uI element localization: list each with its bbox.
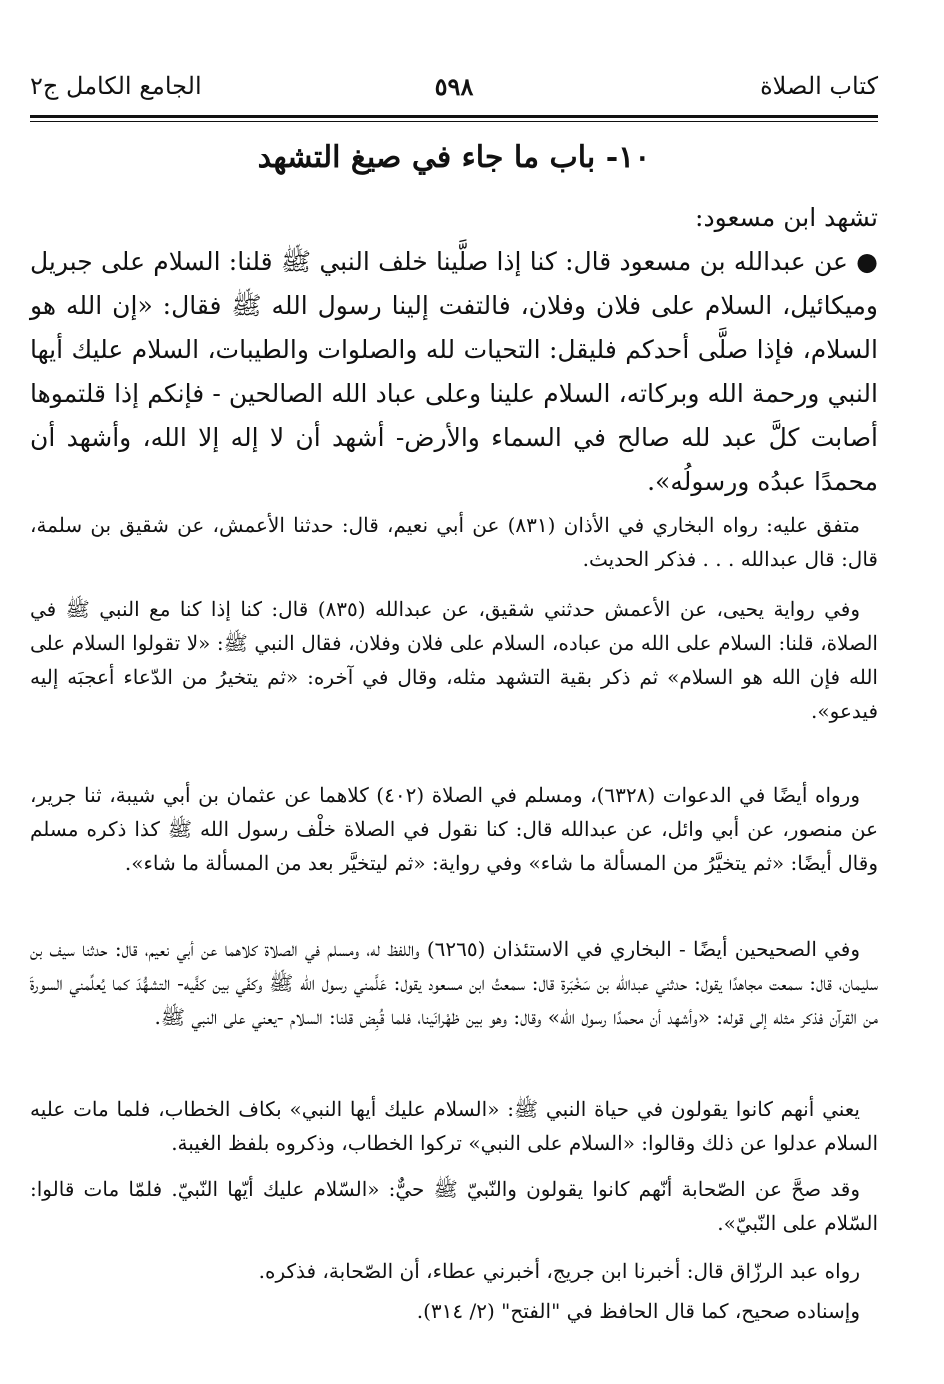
hadith-body: عن عبدالله بن مسعود قال: كنا إذا صلَّينا خلف النبي ﷺ قلنا: السلام على جبريل وميكائيل، السلام على فلان وفلان، فالتفت إلينا رسول الله ﷺ فقال: «إن الله هو السلام، فإذا صلَّى أحدكم فليقل: التحيات لله والصلوات والطيبات، السلام عليك أيها النبي ورحمة الله وبركاته، السلام علينا وعلى عباد الله الصالحين - فإنكم إذا قلتموها أصابت كلَّ عبد لله صالح في السماء والأرض- أشهد أن لا إله إلا الله، وأشهد أن محمدًا عبدُه ورسولُه». bbox=[30, 247, 878, 496]
header-rule-thin bbox=[30, 121, 878, 122]
header-book-title: الجامع الكامل ج٢ bbox=[30, 72, 202, 100]
bullet-marker: ● bbox=[856, 247, 878, 276]
intro-line: تشهد ابن مسعود: bbox=[695, 203, 878, 232]
paragraph-abdurrazzaq: رواه عبد الرزّاق قال: أخبرنا ابن جريج، أخبرني عطاء، أن الصّحابة، فذكره. bbox=[258, 1259, 860, 1283]
section-title: ١٠- باب ما جاء في صيغ التشهد bbox=[257, 140, 651, 175]
book-page bbox=[30, 0, 878, 1384]
page-header bbox=[30, 70, 878, 110]
paragraph-yahya-narration: وفي رواية يحيى، عن الأعمش حدثني شقيق، عن عبدالله (٨٣٥) قال: كنا إذا كنا مع النبي ﷺ في الصلاة، قلنا: السلام على الله من عباده، السلام على فلان وفلان، فقال النبي ﷺ: «لا تقولوا السلام على الله فإن الله هو السلام» ثم ذكر بقية التشهد مثله، وقال في آخره: «ثم يتخيرُ من الدّعاء أعجبَه إليه فيدعو». bbox=[30, 597, 878, 723]
paragraph-isnad: وإسناده صحيح، كما قال الحافظ في "الفتح" (٢/ ٣١٤). bbox=[416, 1299, 860, 1323]
paragraph-explanation: يعني أنهم كانوا يقولون في حياة النبي ﷺ: «السلام عليك أيها النبي» بكاف الخطاب، فلما مات عليه السلام عدلوا عن ذلك وقالوا: «السلام على النبي» تركوا الخطاب، وذكروه بلفظ الغيبة. bbox=[30, 1097, 878, 1155]
paragraph-daawat-narration: ورواه أيضًا في الدعوات (٦٣٢٨)، ومسلم في الصلاة (٤٠٢) كلاهما عن عثمان بن أبي شيبة، ثنا جرير، عن منصور، عن أبي وائل، عن عبدالله قال: كنا نقول في الصلاة خلْف رسول الله ﷺ كذا ذكره مسلم وقال أيضًا: «ثم يتخيَّرُ من المسألة ما شاء» وفي رواية: «ثم ليتخيَّر بعد من المسألة ما شاء». bbox=[30, 783, 878, 875]
paragraph-takhrij: متفق عليه: رواه البخاري في الأذان (٨٣١) عن أبي نعيم، قال: حدثنا الأعمش، عن شقيق بن سلمة، قال: قال عبدالله . . . فذكر الحديث. bbox=[30, 513, 878, 571]
paragraph-sahaba: وقد صحَّ عن الصّحابة أنّهم كانوا يقولون والنّبيّ ﷺ حيٌّ: «السّلام عليك أيّها النّبيّ. فلمّا مات قالوا: السّلام على النّبيّ». bbox=[30, 1177, 878, 1235]
hadith-text bbox=[30, 240, 878, 504]
header-rule-thick bbox=[30, 115, 878, 118]
page-number: ٥٩٨ bbox=[434, 72, 474, 101]
paragraph-sahihain-narration: وفي الصحيحين أيضًا - البخاري في الاستئذان (٦٢٦٥) واللفظ له، ومسلم في الصلاة كلاهما عن أبي نعيم، قال: حدثنا سيف بن سليمان، قال: سمعت مجاهدًا يقول: حدثني عبدالله بن سَخْبَرة قال: سمعتُ ابن مسعود يقول: عَلَّمني رسول الله ﷺ وكفّي بين كفَّيه- التشهُّدَ كما يُعلِّمني السورةَ من القرآن فذكر مثله إلى قوله: «وأشهد أن محمدًا رسول الله» وقال: وهو بين ظهْرانَينا، فلما قُبِض قلنا: السلام -يعني على النبي ﷺ. bbox=[30, 937, 878, 1029]
header-chapter-title: كتاب الصلاة bbox=[760, 72, 878, 100]
